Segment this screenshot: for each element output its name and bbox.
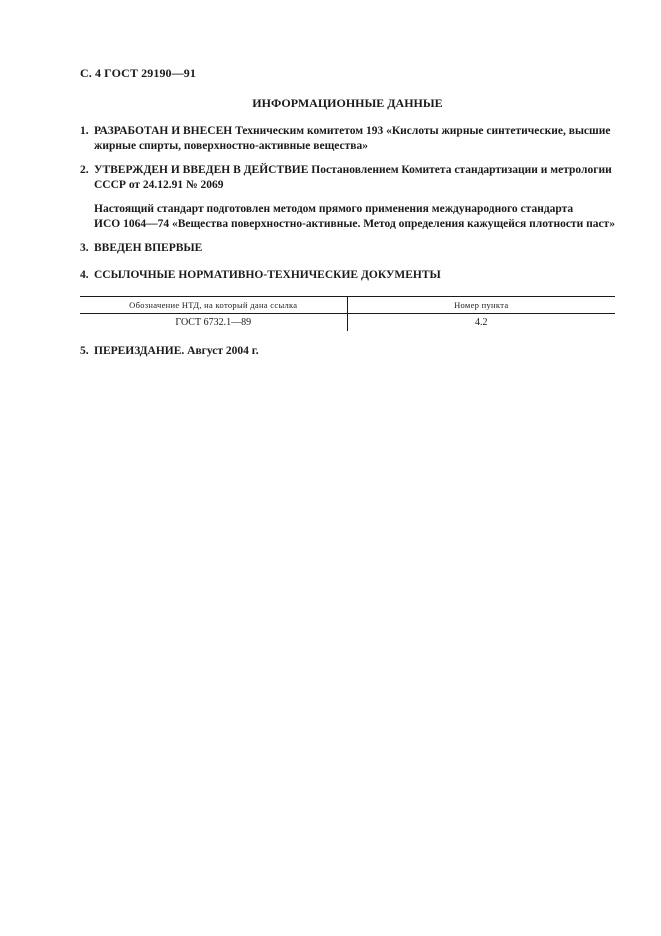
info-item-2: [80, 163, 615, 193]
item-text: Техническим комитетом 193 «Кислоты жирные синтетические, высшие: [235, 125, 611, 137]
table-header-designation: Обозначение НТД, на который дана ссылка: [80, 297, 347, 314]
info-item-5: [80, 344, 615, 359]
item-text: Постановлением Комитета стандартизации и метрологии: [311, 164, 612, 176]
info-item-1: [80, 124, 615, 154]
table-header-row: [80, 297, 615, 314]
info-item-3: [80, 241, 615, 256]
table-row: [80, 314, 615, 332]
item-lead: ПЕРЕИЗДАНИЕ. Август 2004 г.: [94, 345, 259, 357]
item-number: 1.: [80, 125, 89, 137]
item-number: 3.: [80, 242, 89, 254]
item-text-continued: жирные спирты, поверхностно-активные вещества»: [94, 140, 368, 152]
item-number: 4.: [80, 269, 89, 281]
section-title: ИНФОРМАЦИОННЫЕ ДАННЫЕ: [252, 96, 443, 110]
item-number: 5.: [80, 345, 89, 357]
info-item-4: [80, 268, 615, 283]
table-cell-designation: ГОСТ 6732.1—89: [80, 314, 347, 332]
item-lead: ВВЕДЕН ВПЕРВЫЕ: [94, 242, 203, 254]
item-lead: РАЗРАБОТАН И ВНЕСЕН: [94, 125, 233, 137]
page-header: С. 4 ГОСТ 29190—91: [80, 66, 196, 80]
note-paragraph: [94, 202, 615, 232]
item-lead: ССЫЛОЧНЫЕ НОРМАТИВНО-ТЕХНИЧЕСКИЕ ДОКУМЕНТЫ: [94, 269, 441, 281]
item-text-continued: СССР от 24.12.91 № 2069: [94, 179, 224, 191]
table-header-clause: Номер пункта: [347, 297, 615, 314]
table-cell-clause: 4.2: [475, 317, 488, 328]
item-number: 2.: [80, 164, 89, 176]
reference-documents-table: [80, 296, 615, 331]
note-line-1: Настоящий стандарт подготовлен методом прямого применения международного стандарта: [94, 203, 574, 215]
note-line-2: ИСО 1064—74 «Вещества поверхностно-активные. Метод определения кажущейся плотности паст»: [94, 218, 615, 230]
item-lead: УТВЕРЖДЕН И ВВЕДЕН В ДЕЙСТВИЕ: [94, 164, 309, 176]
